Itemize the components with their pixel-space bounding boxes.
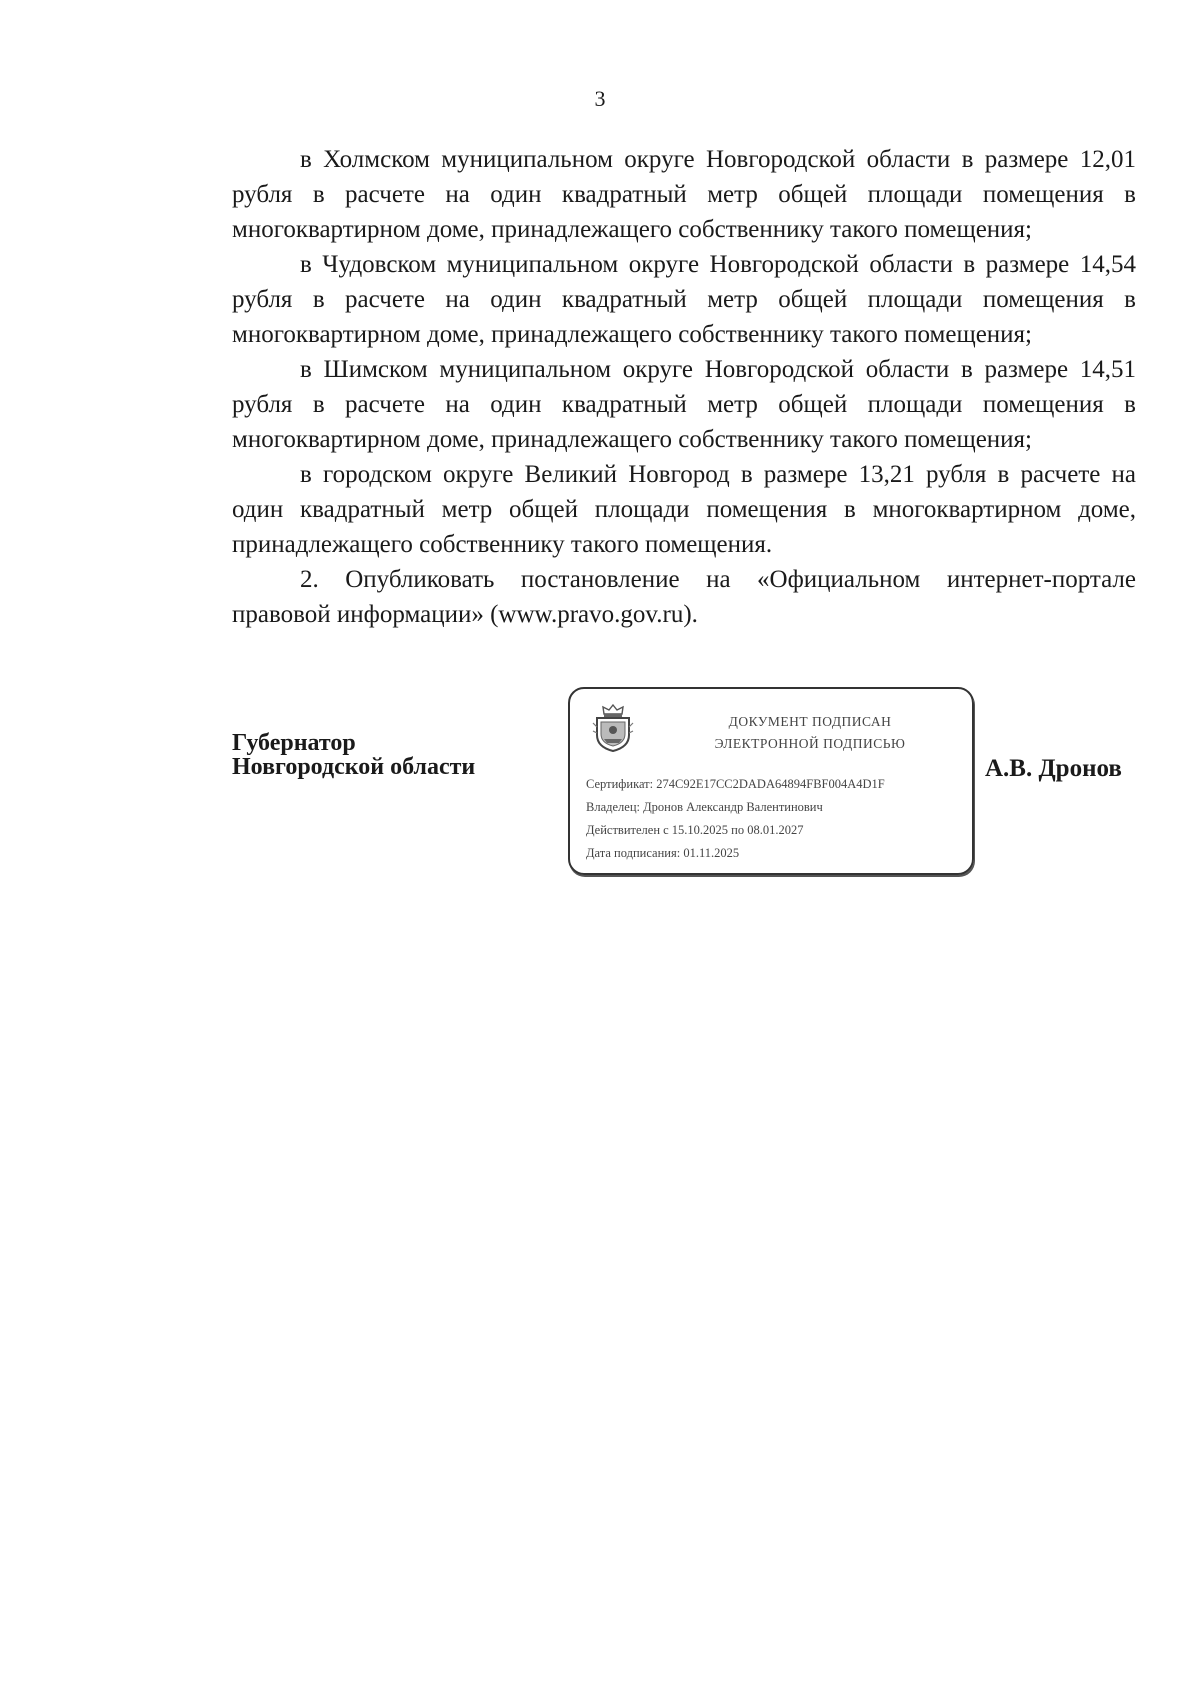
paragraph-veliky-novgorod: в городском округе Великий Новгород в размере 13,21 рубля в расчете на один квадратный метр общей площади помещения в многоквартирном доме, принадлежащего собственнику такого помещения. xyxy=(232,461,1136,558)
electronic-signature-stamp xyxy=(568,687,974,875)
stamp-certificate: Сертификат: 274C92E17CC2DADA64894FBF004A4D1F xyxy=(586,777,885,791)
signer-name: А.В. Дронов xyxy=(985,755,1122,782)
stamp-sign-date: Дата подписания: 01.11.2025 xyxy=(586,846,740,860)
stamp-heading-line1: ДОКУМЕНТ ПОДПИСАН xyxy=(728,714,892,729)
stamp-validity: Действителен с 15.10.2025 по 08.01.2027 xyxy=(586,823,804,837)
stamp-details xyxy=(586,773,966,865)
paragraph-shimsk: в Шимском муниципальном округе Новгородской области в размере 14,51 рубля в расчете на один квадратный метр общей площади помещения в многоквартирном доме, принадлежащего собственнику такого помещения; xyxy=(232,356,1136,453)
signer-title-line1: Губернатор xyxy=(232,730,356,756)
stamp-heading-line2: ЭЛЕКТРОННОЙ ПОДПИСЬЮ xyxy=(714,736,906,751)
page-number: 3 xyxy=(594,86,606,111)
stamp-owner: Владелец: Дронов Александр Валентинович xyxy=(586,800,823,814)
signature-block xyxy=(0,687,1200,887)
stamp-heading xyxy=(670,711,950,755)
paragraph-kholm: в Холмском муниципальном округе Новгородской области в размере 12,01 рубля в расчете на один квадратный метр общей площади помещения в многоквартирном доме, принадлежащего собственнику такого помещения; xyxy=(232,146,1136,243)
paragraph-chudovo: в Чудовском муниципальном округе Новгородской области в размере 14,54 рубля в расчете на один квадратный метр общей площади помещения в многоквартирном доме, принадлежащего собственнику такого помещения; xyxy=(232,251,1136,348)
document-body xyxy=(232,142,1136,632)
paragraph-publication: 2. Опубликовать постановление на «Официальном интернет-портале правовой информации» (www.pravo.gov.ru). xyxy=(232,566,1136,628)
signer-title xyxy=(232,731,475,779)
signer-title-line2: Новгородской области xyxy=(232,754,476,780)
coat-of-arms-icon xyxy=(592,703,634,753)
